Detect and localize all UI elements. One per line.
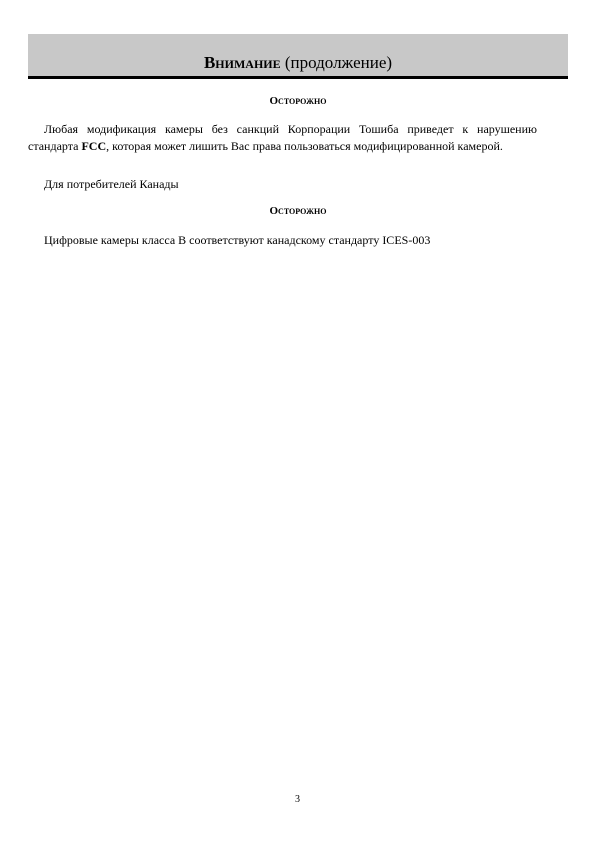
- fcc-term: FCC: [81, 139, 107, 153]
- caution-heading-1: Осторожно: [269, 95, 327, 107]
- fcc-warning-text-end: , которая может лишить Вас права пользоваться модифицированной камерой.: [106, 139, 503, 153]
- fcc-warning-text-start: Любая модификация камеры без санкций Корпорации Тошиба приведет к нарушению стандарта: [28, 122, 537, 153]
- caution-heading-2: Осторожно: [269, 205, 327, 217]
- page-number: 3: [295, 794, 300, 805]
- header-rule: [28, 76, 568, 79]
- page-title: [28, 52, 568, 74]
- canada-consumers-note: Для потребителей Канады: [44, 177, 179, 191]
- fcc-warning-paragraph: [28, 121, 537, 155]
- page-title-main: Внимание: [203, 53, 281, 72]
- ices-compliance-text: Цифровые камеры класса В соответствуют канадскому стандарту ICES-003: [44, 233, 431, 247]
- page-title-suffix: (продолжение): [280, 53, 393, 72]
